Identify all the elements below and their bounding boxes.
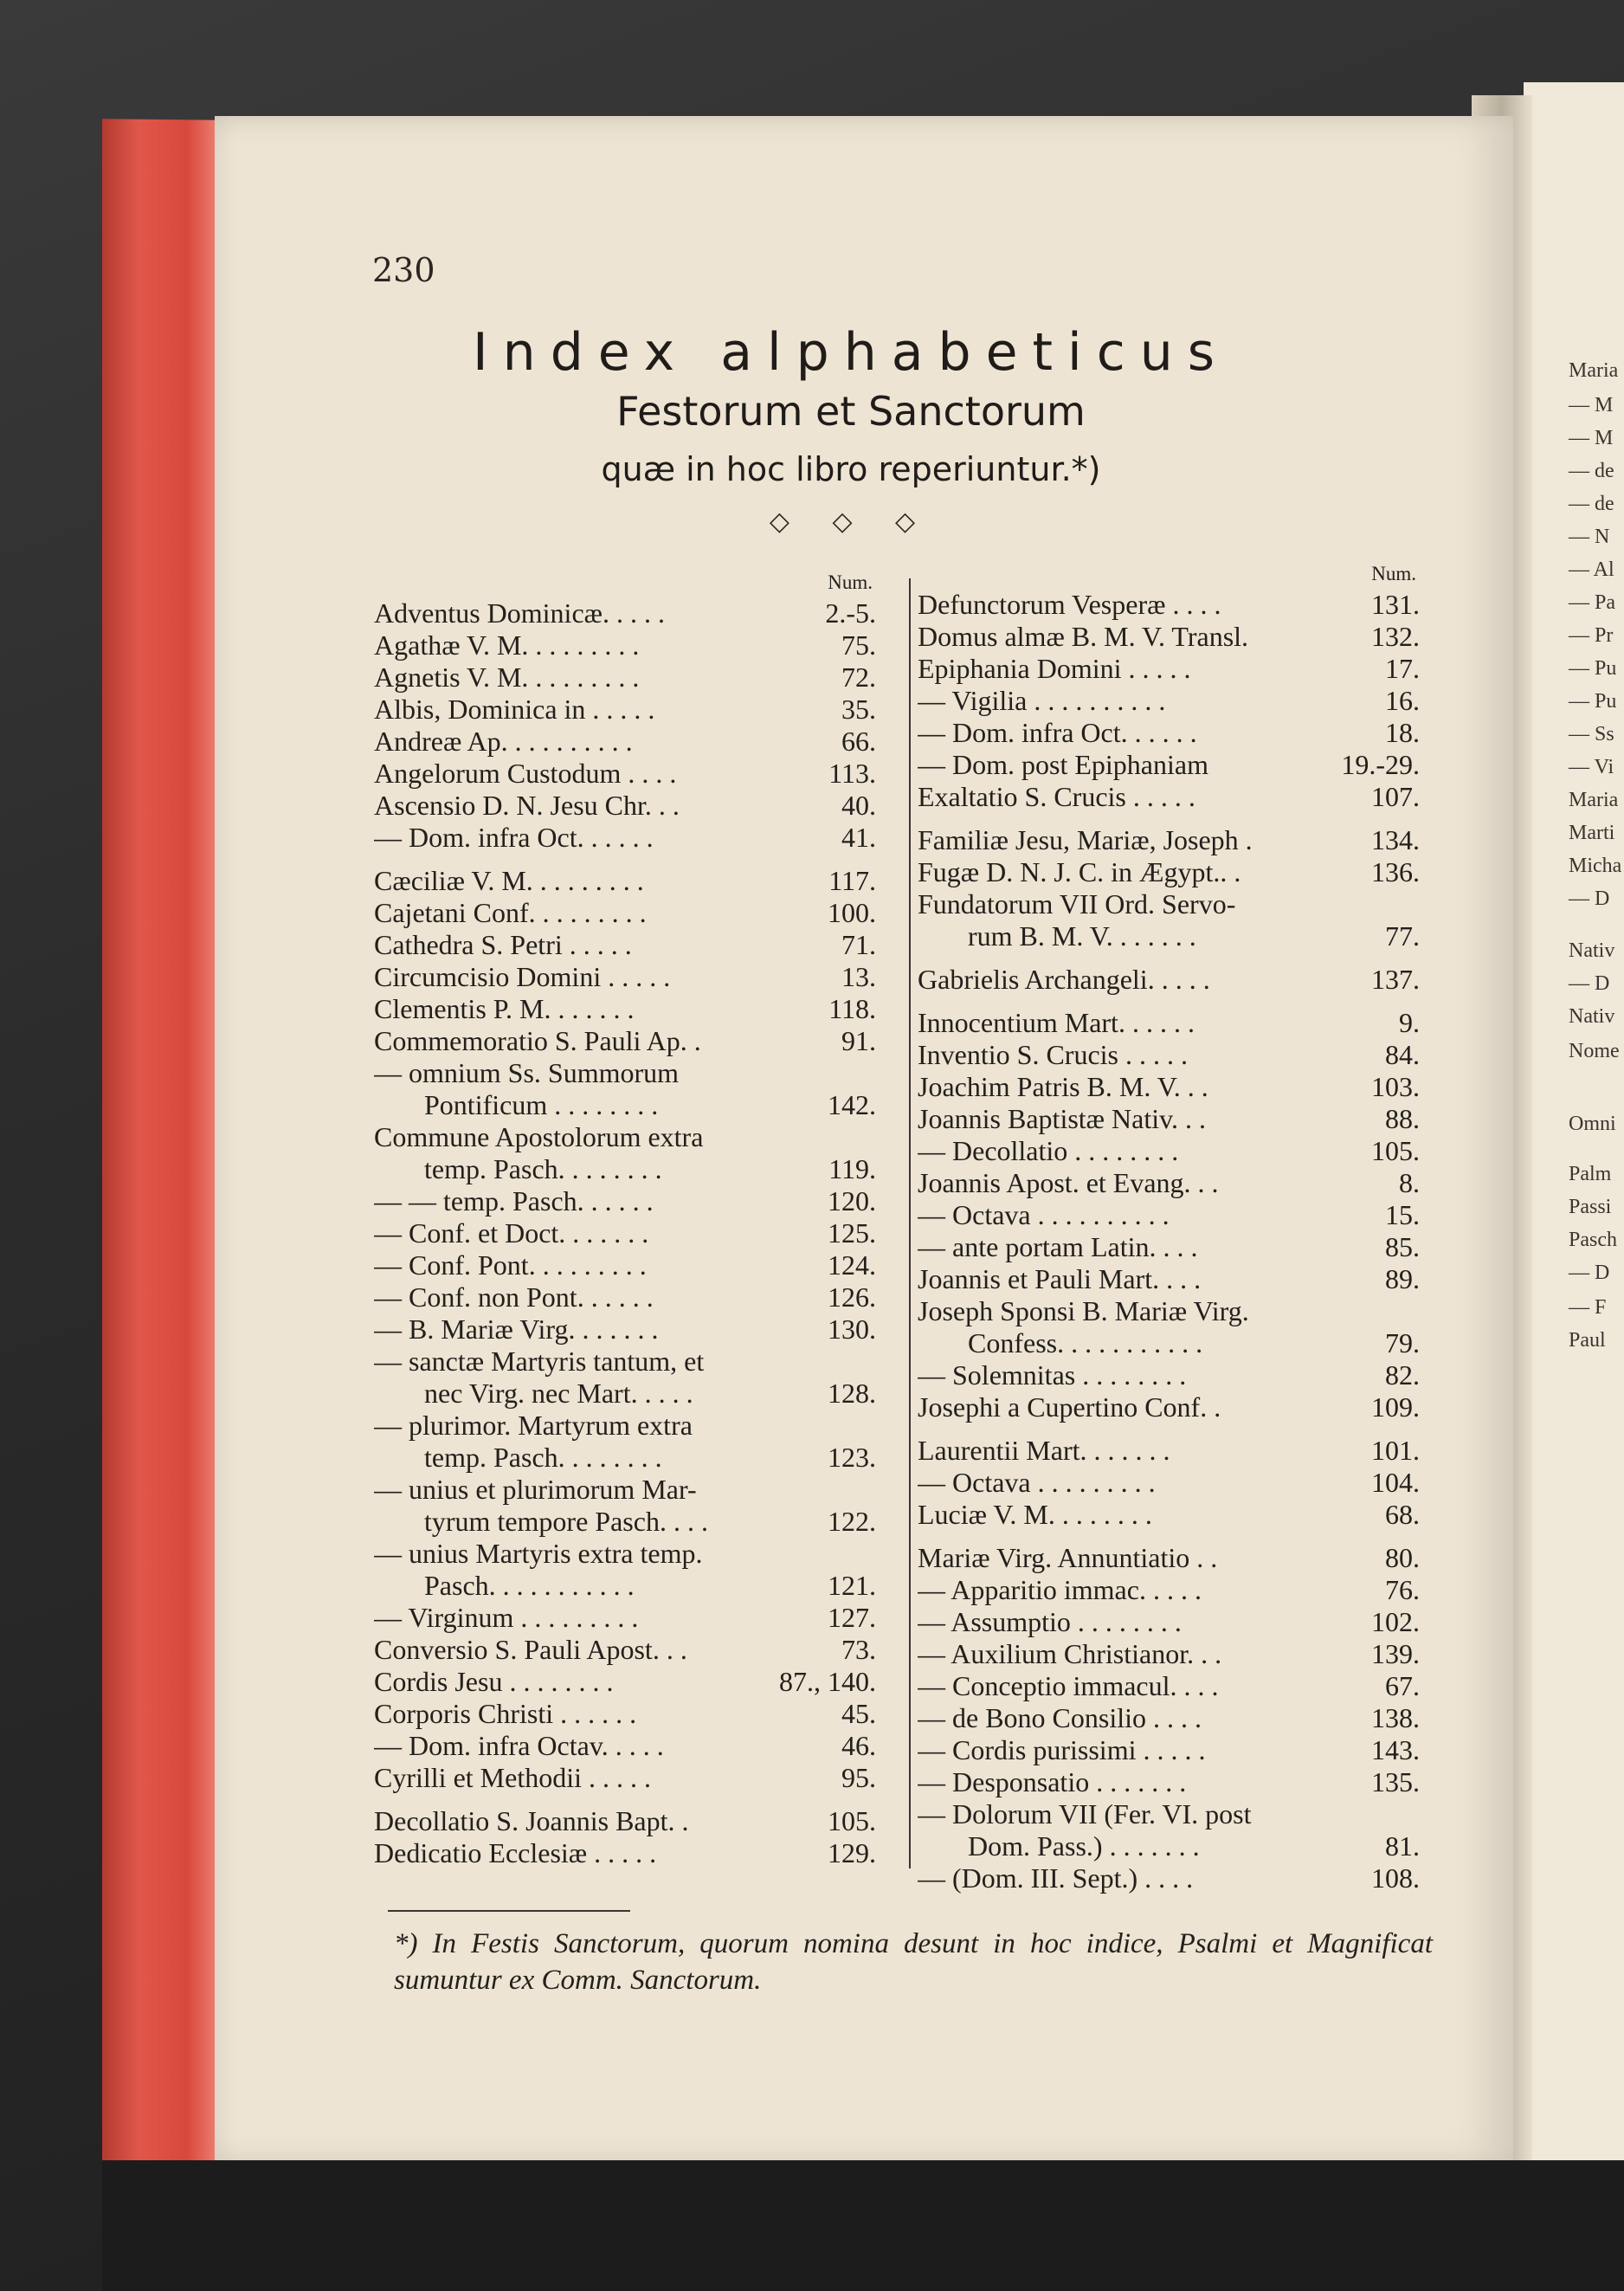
entry-title: Fugæ D. N. J. C. in Ægypt.. . (918, 856, 1241, 887)
index-entry (374, 1442, 876, 1474)
index-entry (374, 1153, 876, 1185)
entry-number: 131. (1366, 589, 1420, 621)
entry-number: 142. (822, 1089, 876, 1121)
index-entry (374, 726, 876, 758)
entry-title: Corporis Christi . . . . . . (374, 1698, 637, 1729)
index-entry (918, 621, 1420, 653)
entry-number: 41. (836, 822, 876, 854)
entry-number: 129. (822, 1837, 876, 1869)
entry-number: 135. (1366, 1766, 1420, 1798)
entry-title: — Virginum . . . . . . . . . (374, 1602, 639, 1633)
entry-number: 101. (1366, 1435, 1420, 1467)
entry-title: Gabrielis Archangeli. . . . . (918, 964, 1210, 995)
entry-title: — Octava . . . . . . . . . (918, 1467, 1156, 1498)
entry-number: 17. (1380, 653, 1420, 685)
index-entry (918, 1542, 1420, 1574)
entry-title: Ascensio D. N. Jesu Chr. . . (374, 790, 680, 821)
index-entry (374, 1805, 876, 1837)
footnote-rule (388, 1910, 630, 1912)
index-entry (918, 1135, 1420, 1167)
column-divider (909, 578, 911, 1868)
entry-number: 8. (1394, 1167, 1420, 1199)
entry-title: — ante portam Latin. . . . (918, 1231, 1198, 1262)
index-entry (918, 1039, 1420, 1071)
adjacent-page-fragment: — Al (1569, 558, 1614, 581)
index-entry (918, 653, 1420, 685)
adjacent-page-fragment: — Pa (1569, 591, 1615, 614)
entry-title: Exaltatio S. Crucis . . . . . (918, 781, 1195, 812)
entry-number: 46. (836, 1730, 876, 1762)
entry-title: — Decollatio . . . . . . . . (918, 1135, 1179, 1166)
index-entry (918, 1231, 1420, 1263)
adjacent-page-fragment: — Ss (1569, 723, 1614, 745)
adjacent-page-fragment: — M (1569, 427, 1614, 449)
index-entry (918, 920, 1420, 952)
entry-title: Cordis Jesu . . . . . . . . (374, 1666, 614, 1697)
entry-title: — omnium Ss. Summorum (374, 1057, 680, 1088)
entry-title: — Conf. et Doct. . . . . . . (374, 1217, 649, 1249)
entry-number: 87., 140. (774, 1666, 876, 1698)
entry-number: 109. (1366, 1391, 1420, 1423)
entry-number: 102. (1366, 1606, 1420, 1638)
adjacent-page-fragment: Passi (1569, 1196, 1612, 1218)
entry-title: Decollatio S. Joannis Bapt. . (374, 1805, 689, 1836)
index-entry (918, 1263, 1420, 1295)
index-entry (374, 1730, 876, 1762)
index-entry (918, 1435, 1420, 1467)
entry-title: — Dolorum VII (Fer. VI. post (918, 1798, 1252, 1830)
entry-title: — de Bono Consilio . . . . (918, 1702, 1202, 1733)
num-header: Num. (828, 571, 873, 593)
index-entry (918, 1391, 1420, 1423)
index-entry (374, 1346, 876, 1378)
adjacent-page-fragment: Marti (1569, 822, 1615, 844)
adjacent-page-fragment: — D (1569, 1262, 1610, 1284)
entry-title: — Solemnitas . . . . . . . . (918, 1359, 1187, 1391)
entry-number: 137. (1366, 964, 1420, 996)
entry-title: — plurimor. Martyrum extra (374, 1410, 693, 1441)
entry-title: Cæciliæ V. M. . . . . . . . . (374, 865, 644, 896)
entry-title: Angelorum Custodum . . . . (374, 758, 677, 789)
entry-number: 2.-5. (820, 597, 876, 629)
index-entry (374, 1410, 876, 1442)
entry-title: Cathedra S. Petri . . . . . (374, 929, 632, 960)
entry-title: Joannis Apost. et Evang. . . (918, 1167, 1219, 1198)
index-entry (918, 1638, 1420, 1670)
adjacent-page-fragment: Nativ (1569, 1005, 1615, 1028)
entry-number: 123. (822, 1442, 876, 1474)
entry-title: Inventio S. Crucis . . . . . (918, 1039, 1188, 1070)
index-entry (918, 1670, 1420, 1702)
entry-gap (918, 996, 1420, 1007)
entry-gap (374, 854, 876, 865)
index-entry (374, 1634, 876, 1666)
index-entry (918, 1830, 1420, 1862)
entry-title: — Dom. infra Octav. . . . . (374, 1730, 664, 1761)
index-entry (918, 685, 1420, 717)
entry-title: — Assumptio . . . . . . . . (918, 1606, 1182, 1637)
entry-number: 88. (1380, 1103, 1420, 1135)
entry-title: Josephi a Cupertino Conf. . (918, 1391, 1221, 1423)
index-entry (374, 1281, 876, 1313)
entry-number: 119. (823, 1153, 876, 1185)
entry-title: Cyrilli et Methodii . . . . . (374, 1762, 651, 1793)
entry-number: 128. (822, 1378, 876, 1410)
index-entry (374, 1538, 876, 1570)
index-entry (374, 1474, 876, 1506)
adjacent-page-fragment: — D (1569, 887, 1610, 910)
entry-number: 125. (822, 1217, 876, 1249)
entry-number: 77. (1380, 920, 1420, 952)
index-entry (374, 1602, 876, 1634)
index-entry (374, 1217, 876, 1249)
entry-title: — Octava . . . . . . . . . . (918, 1199, 1170, 1230)
entry-gap (918, 1531, 1420, 1542)
entry-number: 122. (822, 1506, 876, 1538)
entry-number: 138. (1366, 1702, 1420, 1734)
index-entry (374, 1837, 876, 1869)
index-entry (374, 865, 876, 897)
entry-title: Dedicatio Ecclesiæ . . . . . (374, 1837, 657, 1868)
adjacent-page-fragment: — D (1569, 972, 1610, 995)
index-entry (918, 1702, 1420, 1734)
index-entry (918, 1574, 1420, 1606)
entry-title: Cajetani Conf. . . . . . . . . (374, 897, 647, 928)
index-entry (918, 1499, 1420, 1531)
index-entry (374, 961, 876, 993)
entry-number: 130. (822, 1313, 876, 1346)
adjacent-page-fragment: Maria (1569, 789, 1619, 811)
adjacent-page-fragment: — de (1569, 493, 1614, 515)
entry-number: 104. (1366, 1467, 1420, 1499)
footnote: *) In Festis Sanctorum, quorum nomina desunt in hoc indice, Psalmi et Magnificat sumuntur ex Comm. Sanctorum. (394, 1928, 1433, 1996)
adjacent-page-fragment: — N (1569, 526, 1610, 548)
adjacent-page-fragment: — M (1569, 394, 1614, 416)
entry-title: Conversio S. Pauli Apost. . . (374, 1634, 687, 1665)
adjacent-page-fragment: Nativ (1569, 939, 1615, 962)
entry-number: 143. (1366, 1734, 1420, 1766)
index-entry (374, 758, 876, 790)
entry-number: 107. (1366, 781, 1420, 813)
entry-number: 95. (836, 1762, 876, 1794)
entry-title: Joseph Sponsi B. Mariæ Virg. (918, 1295, 1249, 1326)
entry-number: 40. (836, 790, 876, 822)
entry-title: Joannis Baptistæ Nativ. . . (918, 1103, 1207, 1134)
entry-title: Mariæ Virg. Annuntiatio . . (918, 1542, 1218, 1573)
index-entry (374, 1089, 876, 1121)
index-entry (374, 790, 876, 822)
entry-title: — Apparitio immac. . . . . (918, 1574, 1202, 1605)
entry-number: 124. (822, 1249, 876, 1281)
index-entry (918, 1327, 1420, 1359)
index-entry (374, 1762, 876, 1794)
entry-title: temp. Pasch. . . . . . . . (424, 1153, 662, 1184)
entry-number: 100. (822, 897, 876, 929)
entry-number: 72. (836, 661, 876, 694)
index-entry (918, 856, 1420, 888)
entry-title: Domus almæ B. M. V. Transl. (918, 621, 1249, 652)
index-entry (918, 1007, 1420, 1039)
entry-number: 16. (1380, 685, 1420, 717)
entry-title: Circumcisio Domini . . . . . (374, 961, 671, 992)
index-entry (374, 1185, 876, 1217)
entry-gap (918, 952, 1420, 964)
index-entry (918, 1103, 1420, 1135)
bottom-shadow (102, 2160, 1624, 2291)
entry-title: Dom. Pass.) . . . . . . . (968, 1830, 1200, 1862)
entry-number: 105. (1366, 1135, 1420, 1167)
index-entry (918, 888, 1420, 920)
index-entry (374, 1313, 876, 1346)
page-number: 230 (372, 251, 435, 289)
index-entry (918, 1199, 1420, 1231)
index-entry (918, 749, 1420, 781)
entry-number: 84. (1380, 1039, 1420, 1071)
index-entry (374, 1378, 876, 1410)
adjacent-page-fragment: Maria (1569, 359, 1619, 382)
adjacent-page-fragment: Micha (1569, 855, 1622, 877)
index-entry (374, 1698, 876, 1730)
entry-title: — — temp. Pasch. . . . . . (374, 1185, 654, 1216)
index-entry (374, 822, 876, 854)
entry-title: Joannis et Pauli Mart. . . . (918, 1263, 1202, 1294)
entry-title: Confess. . . . . . . . . . . (968, 1327, 1203, 1358)
ornament: ◇ ◇ ◇ (769, 507, 933, 537)
entry-gap (918, 1423, 1420, 1435)
entry-title: Familiæ Jesu, Mariæ, Joseph . (918, 824, 1253, 855)
entry-number: 82. (1380, 1359, 1420, 1391)
index-entry (918, 1734, 1420, 1766)
index-entry (374, 1666, 876, 1698)
entry-title: Agnetis V. M. . . . . . . . . (374, 661, 640, 693)
index-entry (918, 717, 1420, 749)
entry-number: 126. (822, 1281, 876, 1313)
entry-title: Joachim Patris B. M. V. . . (918, 1071, 1208, 1102)
index-entry (918, 1071, 1420, 1103)
index-column-right (918, 563, 1420, 1894)
entry-title: Defunctorum Vesperæ . . . . (918, 589, 1221, 620)
index-entry (374, 897, 876, 929)
entry-number: 134. (1366, 824, 1420, 856)
entry-title: — Dom. infra Oct. . . . . . (918, 717, 1197, 748)
adjacent-page-fragment: Omni (1569, 1113, 1616, 1135)
entry-title: Clementis P. M. . . . . . . (374, 993, 635, 1024)
index-entry (918, 1167, 1420, 1199)
index-entry (374, 661, 876, 694)
index-entry (918, 1467, 1420, 1499)
entry-title: Epiphania Domini . . . . . (918, 653, 1191, 684)
entry-number: 13. (836, 961, 876, 993)
page-subtitle: Festorum et Sanctorum (616, 388, 1086, 435)
index-entry (374, 694, 876, 726)
entry-number: 68. (1380, 1499, 1420, 1531)
index-entry (918, 589, 1420, 621)
entry-title: Commune Apostolorum extra (374, 1121, 704, 1152)
entry-title: — Conf. non Pont. . . . . . (374, 1281, 654, 1313)
entry-title: Laurentii Mart. . . . . . . (918, 1435, 1170, 1466)
entry-number: 89. (1380, 1263, 1420, 1295)
entry-title: — unius Martyris extra temp. (374, 1538, 703, 1569)
index-entry (374, 1249, 876, 1281)
entry-number: 139. (1366, 1638, 1420, 1670)
entry-number: 19.-29. (1336, 749, 1420, 781)
index-entry (374, 629, 876, 661)
index-entry (918, 964, 1420, 996)
page-title: Index alphabeticus (472, 322, 1230, 383)
entry-title: Innocentium Mart. . . . . . (918, 1007, 1195, 1038)
entry-number: 91. (836, 1025, 876, 1057)
index-entry (374, 1121, 876, 1153)
adjacent-page-fragment: Nome (1569, 1040, 1620, 1062)
entry-number: 73. (836, 1634, 876, 1666)
entry-number: 136. (1366, 856, 1420, 888)
entry-number: 80. (1380, 1542, 1420, 1574)
index-column-left (374, 571, 876, 1869)
entry-title: Adventus Dominicæ. . . . . (374, 597, 665, 629)
entry-number: 79. (1380, 1327, 1420, 1359)
entry-number: 105. (822, 1805, 876, 1837)
index-entry (374, 1570, 876, 1602)
entry-title: — Conceptio immacul. . . . (918, 1670, 1219, 1701)
index-entry (374, 1506, 876, 1538)
adjacent-page-fragment: Palm (1569, 1163, 1612, 1185)
entry-number: 121. (822, 1570, 876, 1602)
entry-title: nec Virg. nec Mart. . . . . (424, 1378, 693, 1409)
entry-number: 85. (1380, 1231, 1420, 1263)
entry-title: — Conf. Pont. . . . . . . . . (374, 1249, 647, 1281)
entry-title: temp. Pasch. . . . . . . . (424, 1442, 662, 1473)
index-entry (918, 1798, 1420, 1830)
entry-number: 67. (1380, 1670, 1420, 1702)
entry-title: — Desponsatio . . . . . . . (918, 1766, 1187, 1797)
entry-title: Andreæ Ap. . . . . . . . . . (374, 726, 633, 757)
num-header: Num. (1371, 563, 1416, 584)
index-entry (918, 1359, 1420, 1391)
index-entry (374, 597, 876, 629)
entry-number: 75. (836, 629, 876, 661)
entry-title: Luciæ V. M. . . . . . . . (918, 1499, 1152, 1530)
entry-title: — Dom. post Epiphaniam (918, 749, 1208, 780)
entry-title: rum B. M. V. . . . . . . (968, 920, 1196, 952)
index-entry (918, 1295, 1420, 1327)
title-note: quæ in hoc libro reperiuntur.*) (601, 450, 1101, 488)
entry-title: — (Dom. III. Sept.) . . . . (918, 1862, 1194, 1894)
entry-number: 18. (1380, 717, 1420, 749)
adjacent-page-fragment: — F (1569, 1296, 1607, 1319)
entry-gap (374, 1794, 876, 1805)
index-entry (374, 929, 876, 961)
index-entry (374, 1025, 876, 1057)
index-entry (918, 824, 1420, 856)
entry-title: Fundatorum VII Ord. Servo- (918, 888, 1236, 920)
entry-gap (918, 813, 1420, 824)
adjacent-page-fragment: — de (1569, 460, 1614, 482)
adjacent-page-fragment: — Pr (1569, 624, 1614, 647)
entry-title: — Auxilium Christianor. . . (918, 1638, 1222, 1669)
adjacent-page-fragment: Paul (1569, 1329, 1606, 1352)
entry-number: 118. (823, 993, 876, 1025)
entry-number: 45. (836, 1698, 876, 1730)
entry-number: 132. (1366, 621, 1420, 653)
adjacent-page-fragment: — Pu (1569, 690, 1617, 713)
entry-number: 35. (836, 694, 876, 726)
entry-number: 81. (1380, 1830, 1420, 1862)
entry-title: — Cordis purissimi . . . . . (918, 1734, 1206, 1765)
entry-title: Commemoratio S. Pauli Ap. . (374, 1025, 701, 1056)
index-entry (918, 1766, 1420, 1798)
entry-number: 108. (1366, 1862, 1420, 1894)
entry-title: — sanctæ Martyris tantum, et (374, 1346, 705, 1377)
entry-title: — Dom. infra Oct. . . . . . (374, 822, 654, 853)
entry-number: 9. (1394, 1007, 1420, 1039)
entry-title: Albis, Dominica in . . . . . (374, 694, 655, 725)
entry-number: 127. (822, 1602, 876, 1634)
entry-title: — B. Mariæ Virg. . . . . . . (374, 1313, 659, 1345)
adjacent-page-fragment: — Vi (1569, 756, 1614, 778)
entry-number: 113. (823, 758, 876, 790)
entry-number: 66. (836, 726, 876, 758)
entry-number: 117. (823, 865, 876, 897)
entry-number: 120. (822, 1185, 876, 1217)
entry-number: 103. (1366, 1071, 1420, 1103)
adjacent-page-fragment: — Pu (1569, 657, 1617, 680)
index-entry (918, 781, 1420, 813)
index-entry (918, 1862, 1420, 1894)
entry-title: — unius et plurimorum Mar- (374, 1474, 697, 1505)
entry-number: 71. (836, 929, 876, 961)
entry-title: Pontificum . . . . . . . . (424, 1089, 659, 1120)
index-entry (374, 993, 876, 1025)
adjacent-page-fragment: Pasch (1569, 1229, 1617, 1251)
entry-title: Agathæ V. M. . . . . . . . . (374, 629, 640, 661)
entry-number: 76. (1380, 1574, 1420, 1606)
entry-title: Pasch. . . . . . . . . . . (424, 1570, 635, 1601)
entry-title: tyrum tempore Pasch. . . . (424, 1506, 708, 1537)
index-entry (374, 1057, 876, 1089)
entry-number: 15. (1380, 1199, 1420, 1231)
index-entry (918, 1606, 1420, 1638)
entry-title: — Vigilia . . . . . . . . . . (918, 685, 1166, 716)
